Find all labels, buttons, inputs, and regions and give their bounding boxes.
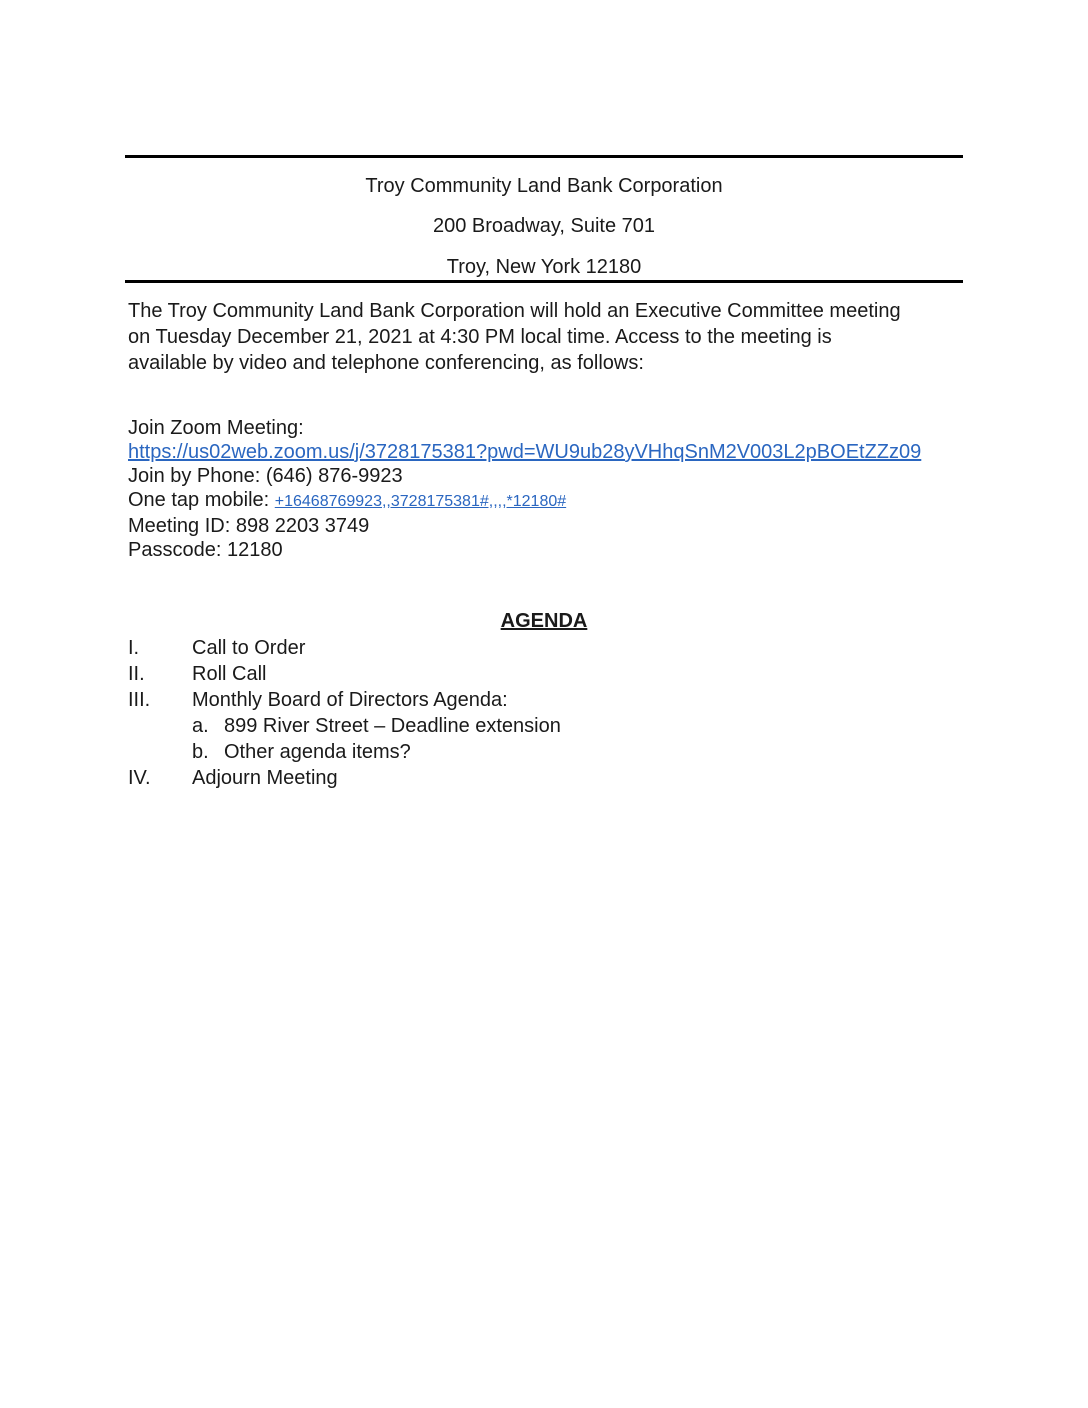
header-bottom-rule <box>125 280 963 283</box>
one-tap-row <box>128 488 1028 514</box>
agenda-item <box>128 765 928 791</box>
agenda-subitem-text: Other agenda items? <box>224 741 411 763</box>
agenda-subitem-text: 899 River Street – Deadline extension <box>224 715 561 737</box>
access-details <box>128 416 1028 562</box>
agenda-subitem <box>128 713 928 739</box>
zoom-label: Join Zoom Meeting: <box>128 417 304 439</box>
agenda-item-number: II. <box>128 663 145 685</box>
intro-line: The Troy Community Land Bank Corporation will hold an Executive Committee meeting <box>128 300 901 322</box>
organization-name: Troy Community Land Bank Corporation <box>365 175 723 197</box>
meeting-intro-paragraph <box>128 298 968 376</box>
address-line-1: 200 Broadway, Suite 701 <box>432 215 655 237</box>
one-tap-label: One tap mobile: <box>128 489 275 511</box>
agenda-item-text: Monthly Board of Directors Agenda: <box>192 689 508 711</box>
one-tap-mobile-link[interactable]: +16468769923,,3728175381#,,,,*12180# <box>274 493 567 510</box>
intro-line: on Tuesday December 21, 2021 at 4:30 PM local time. Access to the meeting is <box>128 326 832 348</box>
agenda-item <box>128 635 928 661</box>
agenda-item-number: III. <box>128 689 151 711</box>
agenda-item-number: IV. <box>128 767 151 789</box>
agenda-item-number: I. <box>128 637 140 659</box>
agenda-item <box>128 661 928 687</box>
agenda-title: AGENDA <box>500 610 588 632</box>
agenda-item-text: Adjourn Meeting <box>192 767 338 789</box>
intro-line: available by video and telephone conferencing, as follows: <box>128 352 644 374</box>
agenda-item-text: Call to Order <box>192 637 306 659</box>
address-line-2: Troy, New York 12180 <box>446 256 642 278</box>
agenda-list <box>128 635 928 791</box>
agenda-subitem-letter: b. <box>192 741 209 763</box>
agenda-subitem-letter: a. <box>192 715 209 737</box>
meeting-id: Meeting ID: 898 2203 3749 <box>128 515 370 537</box>
phone-number: Join by Phone: (646) 876-9923 <box>128 465 403 487</box>
passcode: Passcode: 12180 <box>128 539 283 561</box>
agenda-item <box>128 687 928 713</box>
agenda-item-text: Roll Call <box>192 663 267 685</box>
zoom-meeting-link[interactable]: https://us02web.zoom.us/j/3728175381?pwd=WU9ub28yVHhqSnM2V003L2pBOEtZZz09 <box>128 441 922 463</box>
header-top-rule <box>125 155 963 158</box>
agenda-subitem <box>128 739 928 765</box>
